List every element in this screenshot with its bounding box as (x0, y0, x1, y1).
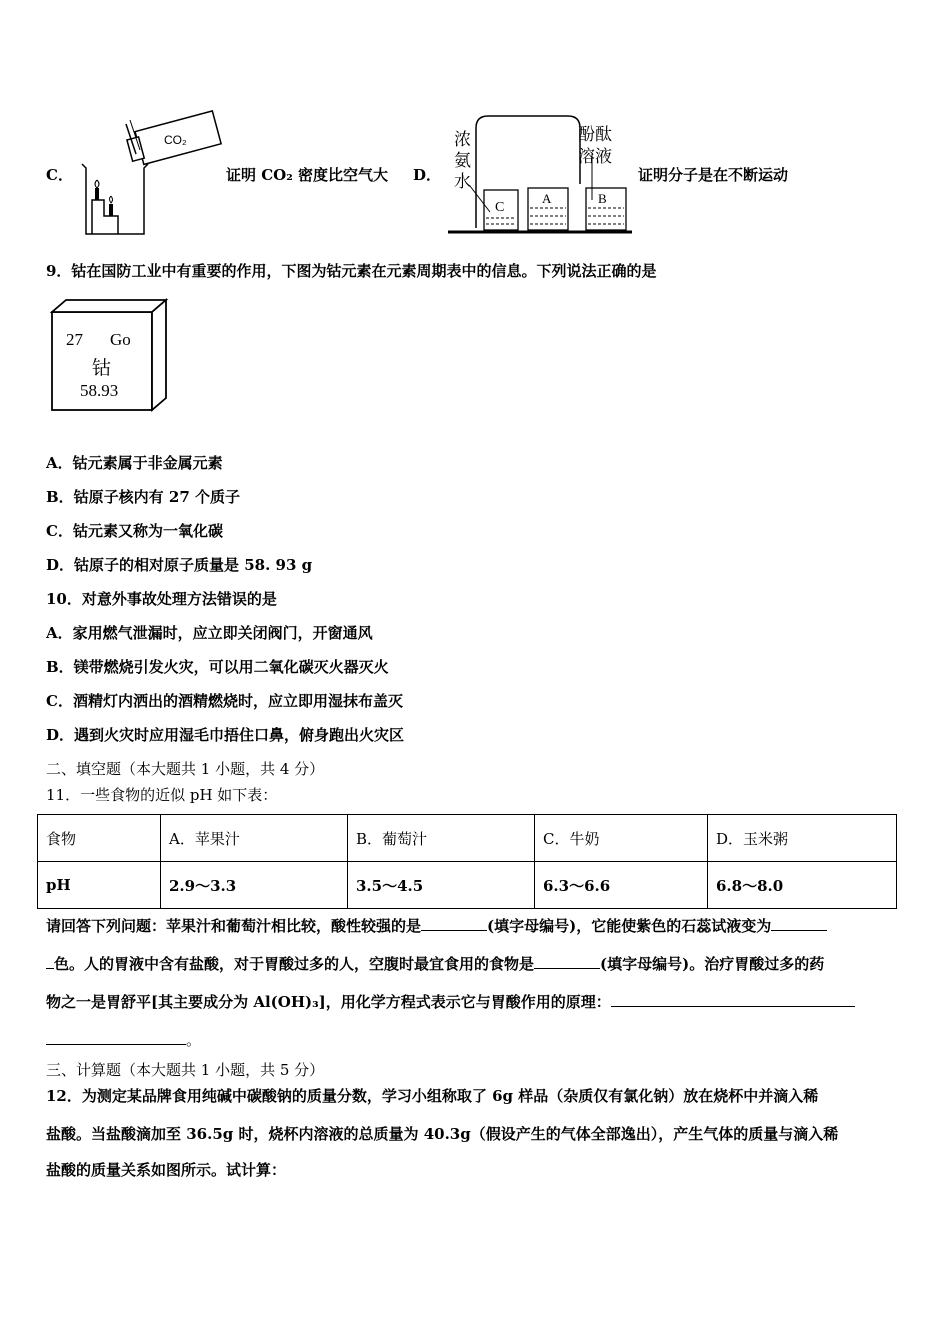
table-cell: 6.3～6.6 (535, 862, 708, 909)
q10-option-c: C．酒精灯内洒出的酒精燃烧时，应立即用湿抹布盖灭 (46, 692, 403, 710)
co2-pouring-diagram (78, 108, 223, 240)
element-number: 27 (66, 330, 83, 349)
q10-option-b: B．镁带燃烧引发火灾，可以用二氧化碳灭火器灭火 (46, 658, 389, 676)
q11-stem: 11．一些食物的近似 pH 如下表： (46, 786, 278, 804)
answer-blank-2[interactable] (771, 914, 827, 931)
cup-a-label: A (542, 191, 552, 206)
table-row (38, 815, 897, 862)
q10-stem: 10．对意外事故处理方法错误的是 (46, 590, 277, 608)
q11-text: (填字母编号)。治疗胃酸过多的药 (600, 955, 825, 973)
table-header-cell: B．葡萄汁 (348, 815, 535, 862)
answer-blank-4[interactable] (611, 990, 855, 1007)
table-cell: 2.9～3.3 (161, 862, 348, 909)
option-c-label: C． (46, 166, 73, 184)
answer-blank-1[interactable] (421, 914, 487, 931)
table-header-cell: 食物 (38, 815, 161, 862)
table-header-cell: A．苹果汁 (161, 815, 348, 862)
ph-table (37, 814, 897, 909)
q10-option-a: A．家用燃气泄漏时，应立即关闭阀门，开窗通风 (46, 624, 373, 642)
table-cell: pH (38, 862, 161, 909)
q11-answer-line1 (46, 914, 827, 936)
element-name: 钴 (92, 357, 112, 379)
q11-text: 。 (186, 1031, 202, 1049)
q11-answer-line2 (46, 952, 824, 974)
q11-text: 请回答下列问题：苹果汁和葡萄汁相比较，酸性较强的是 (46, 917, 422, 935)
q12-line2: 盐酸。当盐酸滴加至 36.5g 时，烧杯内溶液的总质量为 40.3g（假设产生的气体全部逸出），产生气体的质量与滴入稀 (46, 1125, 839, 1143)
phenolphthalein-label: 酚酞溶液 (578, 125, 612, 167)
q11-text: (填字母编号)，它能使紫色的石蕊试液变为 (487, 917, 772, 935)
section3-heading: 三、计算题（本大题共 1 小题，共 5 分） (46, 1061, 325, 1079)
table-row (38, 862, 897, 909)
q11-text: 色。人的胃液中含有盐酸，对于胃酸过多的人，空腹时最宜食用的食物是 (54, 955, 535, 973)
table-cell: 3.5～4.5 (348, 862, 535, 909)
table-header-cell: D．玉米粥 (708, 815, 897, 862)
q12-line3: 盐酸的质量关系如图所示。试计算： (46, 1161, 287, 1179)
q9-option-d: D．钴原子的相对原子质量是 58. 93 g (46, 556, 313, 574)
cup-b-label: B (598, 191, 607, 206)
q11-answer-line3 (46, 990, 855, 1012)
q11-text: 物之一是胃舒平[其主要成分为 Al(OH)₃]，用化学方程式表示它与胃酸作用的原理： (46, 993, 611, 1011)
table-header-cell: C．牛奶 (535, 815, 708, 862)
answer-blank-2-cont[interactable] (46, 952, 54, 969)
section2-heading: 二、填空题（本大题共 1 小题，共 4 分） (46, 760, 325, 778)
cup-c-label: C (495, 200, 505, 215)
option-d-label: D． (413, 166, 442, 184)
option-d-caption: 证明分子是在不断运动 (638, 166, 789, 184)
q9-option-b: B．钴原子核内有 27 个质子 (46, 488, 240, 506)
q9-stem: 9．钴在国防工业中有重要的作用，下图为钴元素在元素周期表中的信息。下列说法正确的是 (46, 262, 657, 280)
q12-line1: 12．为测定某品牌食用纯碱中碳酸钠的质量分数，学习小组称取了 6g 样品（杂质仅有氯化钠）放在烧杯中并滴入稀 (46, 1087, 819, 1105)
answer-blank-3[interactable] (534, 952, 600, 969)
q10-option-d: D．遇到火灾时应用湿毛巾捂住口鼻，俯身跑出火灾区 (46, 726, 405, 744)
table-cell: 6.8～8.0 (708, 862, 897, 909)
q9-option-c: C．钴元素又称为一氧化碳 (46, 522, 223, 540)
co2-jar-label: CO₂ (164, 133, 187, 147)
element-mass: 58.93 (80, 381, 119, 400)
element-symbol: Go (110, 330, 131, 349)
q9-option-a: A．钴元素属于非金属元素 (46, 454, 223, 472)
option-c-caption: 证明 CO₂ 密度比空气大 (226, 166, 389, 184)
q11-answer-line4 (46, 1028, 201, 1050)
answer-blank-4-cont[interactable] (46, 1028, 186, 1045)
ammonia-label: 浓氨水 (454, 130, 471, 192)
